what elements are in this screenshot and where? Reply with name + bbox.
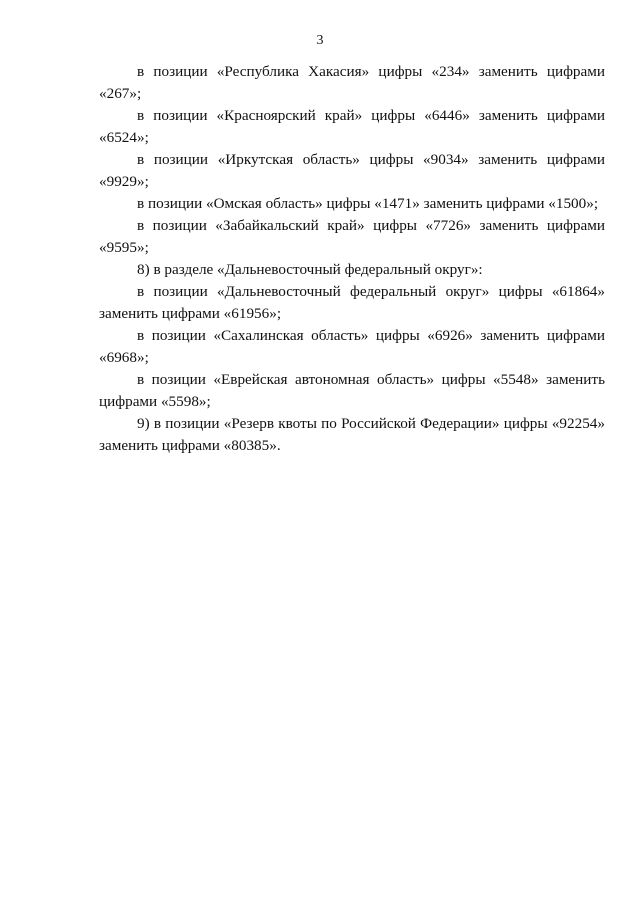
paragraph-far-east-district: в позиции «Дальневосточный федеральный округ» цифры «61864» заменить цифрами «61956»; <box>99 283 605 322</box>
document-body <box>99 61 605 457</box>
paragraph-jewish-ao: в позиции «Еврейская автономная область» цифры «5548» заменить цифрами «5598»; <box>99 371 605 410</box>
paragraph-zabaikalsky: в позиции «Забайкальский край» цифры «7726» заменить цифрами «9595»; <box>99 217 605 256</box>
paragraph-irkutsk: в позиции «Иркутская область» цифры «9034» заменить цифрами «9929»; <box>99 151 605 190</box>
paragraph-section-far-east: 8) в разделе «Дальневосточный федеральный округ»: <box>137 261 483 278</box>
page-number: 3 <box>316 33 324 48</box>
paragraph-omsk: в позиции «Омская область» цифры «1471» заменить цифрами «1500»; <box>137 195 599 212</box>
paragraph-federal-reserve: 9) в позиции «Резерв квоты по Российской Федерации» цифры «92254» заменить цифрами «80385». <box>99 415 605 454</box>
paragraph-krasnoyarsk: в позиции «Красноярский край» цифры «6446» заменить цифрами «6524»; <box>99 107 605 146</box>
paragraph-khakassia: в позиции «Республика Хакасия» цифры «234» заменить цифрами «267»; <box>99 63 605 102</box>
paragraph-sakhalin: в позиции «Сахалинская область» цифры «6926» заменить цифрами «6968»; <box>99 327 605 366</box>
